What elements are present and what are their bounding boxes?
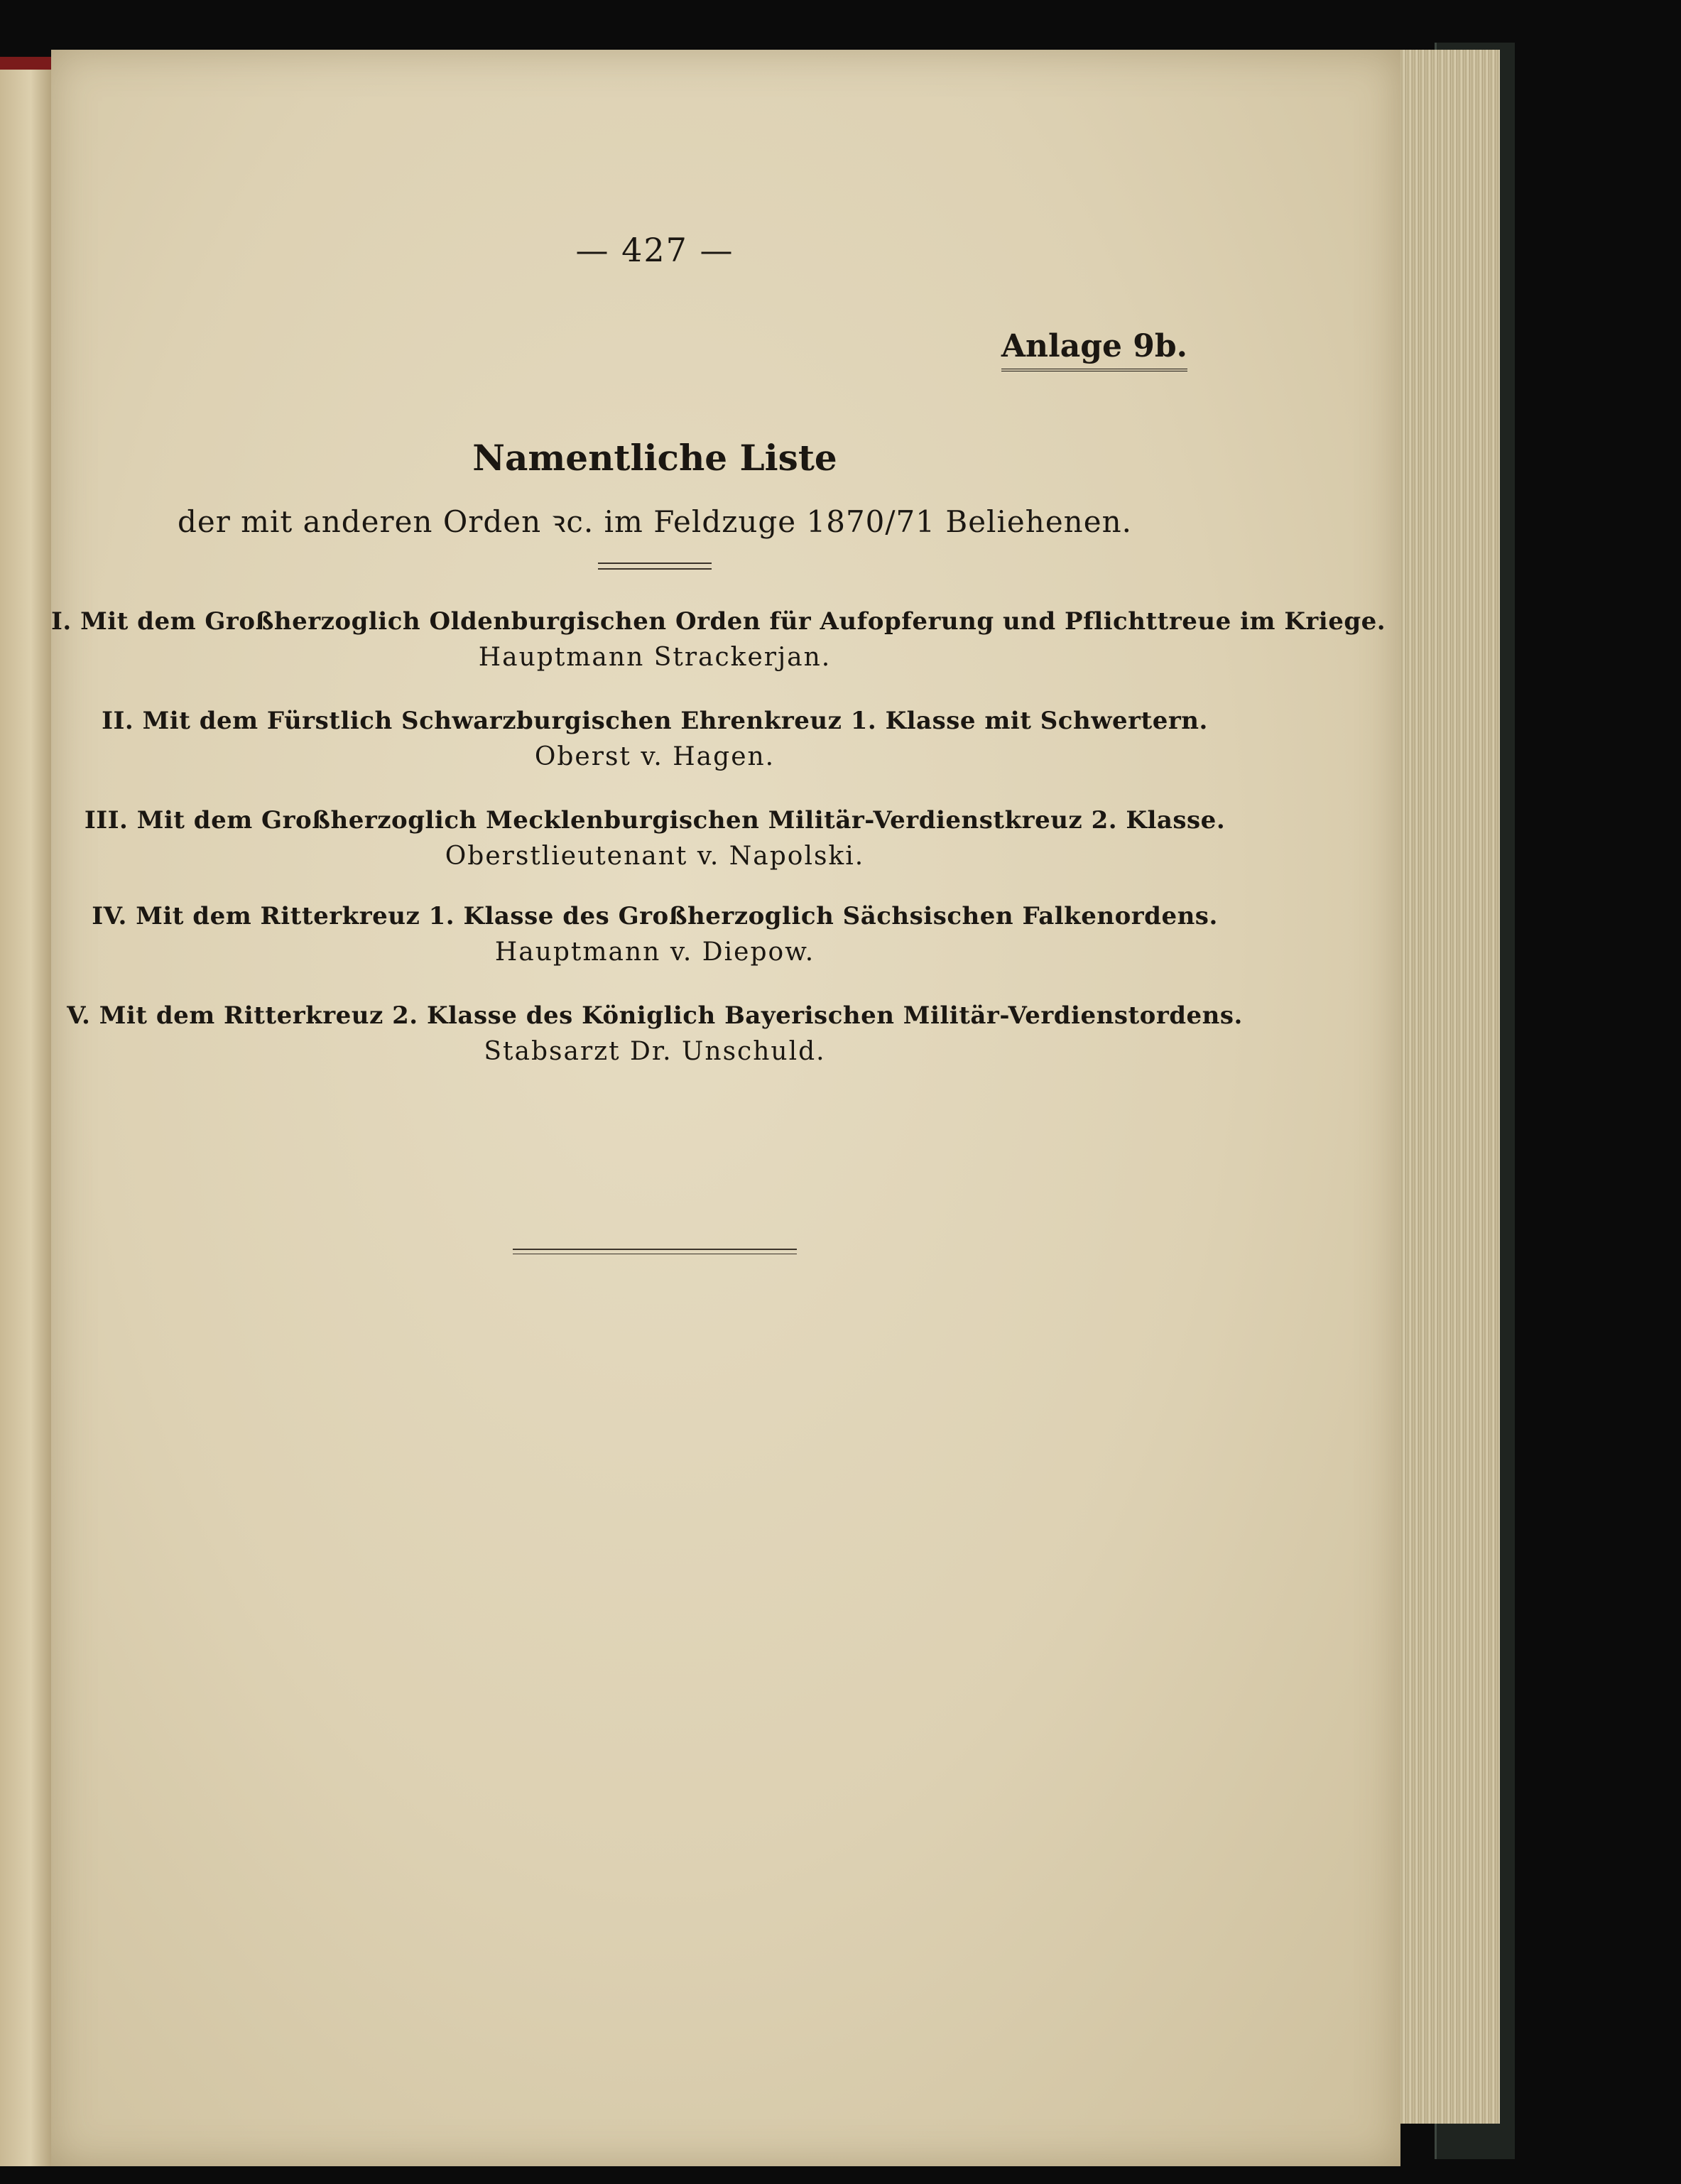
annex-label: Anlage 9b. <box>1001 328 1187 371</box>
list-subtitle: der mit anderen Orden ꝛc. im Feldzuge 1870/71 Beliehenen. <box>178 504 1132 539</box>
recipient-name: Oberst v. Hagen. <box>534 742 776 771</box>
order-heading: I. Mit dem Großherzoglich Oldenburgischen Orden für Aufopferung und Pflichttreue im Kriege. <box>51 607 1386 636</box>
order-entry <box>51 707 1258 771</box>
page-number: — 427 — <box>575 231 734 269</box>
spine-binding <box>0 57 51 70</box>
recipient-name: Hauptmann v. Diepow. <box>494 938 815 967</box>
order-heading: V. Mit dem Ritterkreuz 2. Klasse des Königlich Bayerischen Militär-Verdienstordens. <box>67 1001 1243 1030</box>
order-entry <box>51 806 1258 871</box>
order-heading: IV. Mit dem Ritterkreuz 1. Klasse des Großherzoglich Sächsischen Falkenordens. <box>92 902 1218 930</box>
closing-rule <box>513 1249 797 1254</box>
left-page-edge <box>0 57 53 2166</box>
page-content <box>51 50 1400 2166</box>
order-entry <box>51 607 1386 672</box>
ornament-divider <box>598 563 712 570</box>
list-title: Namentliche Liste <box>472 437 837 479</box>
page-stack-edge <box>1392 50 1500 2124</box>
order-entry <box>51 1001 1258 1066</box>
order-heading: III. Mit dem Großherzoglich Mecklenburgischen Militär-Verdienstkreuz 2. Klasse. <box>84 806 1226 835</box>
recipient-name: Hauptmann Strackerjan. <box>478 643 832 672</box>
recipient-name: Oberstlieutenant v. Napolski. <box>445 842 865 871</box>
order-heading: II. Mit dem Fürstlich Schwarzburgischen Ehrenkreuz 1. Klasse mit Schwertern. <box>102 707 1208 735</box>
order-entry <box>51 902 1258 967</box>
document-page <box>51 50 1400 2166</box>
recipient-name: Stabsarzt Dr. Unschuld. <box>484 1037 826 1066</box>
